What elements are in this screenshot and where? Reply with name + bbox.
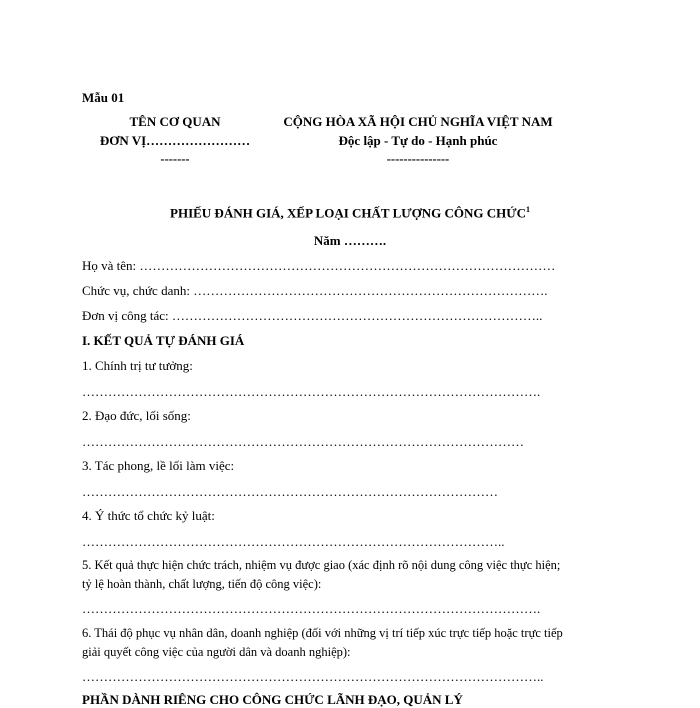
item-2-answer[interactable]: ………………………………………………………………………………………… (82, 434, 524, 449)
item-3-answer[interactable]: …………………………………………………………………………………… (82, 484, 498, 499)
item-6-label-cont: giải quyết công việc của người dân và doanh nghiệp): (82, 645, 351, 659)
left-divider: ------- (160, 152, 190, 166)
item-5-label-cont: tỷ lệ hoàn thành, chất lượng, tiến độ công việc): (82, 577, 322, 591)
item-5-answer[interactable]: ……………………………………………………………………………………………. (82, 601, 541, 616)
unit-name: ĐƠN VỊ…………………… (99, 133, 251, 148)
item-1-label: 1. Chính trị tư tưởng: (82, 358, 193, 373)
item-1-answer[interactable]: ……………………………………………………………………………………………. (82, 384, 541, 399)
item-6-label: 6. Thái độ phục vụ nhân dân, doanh nghiệp (đối với những vị trí tiếp xúc trực tiếp hoặc trực tiếp (82, 626, 563, 640)
item-5-label: 5. Kết quả thực hiện chức trách, nhiệm vụ được giao (xác định rõ nội dung công việc thực hiện; (82, 558, 561, 572)
document-title (50, 205, 650, 221)
field-name[interactable]: Họ và tên: …………………………………………………………………………………… (82, 258, 556, 273)
national-title: CỘNG HÒA XÃ HỘI CHỦ NGHĨA VIỆT NAM (283, 114, 553, 129)
field-unit[interactable]: Đơn vị công tác: ………………………………………………………………………….. (82, 308, 543, 323)
national-motto: Độc lập - Tự do - Hạnh phúc (338, 133, 498, 148)
right-divider: --------------- (386, 152, 450, 166)
leader-section-heading: PHẦN DÀNH RIÊNG CHO CÔNG CHỨC LÃNH ĐẠO, QUẢN LÝ (82, 692, 463, 707)
form-code: Mẫu 01 (82, 90, 125, 105)
agency-name: TÊN CƠ QUAN (129, 114, 221, 129)
item-2-label: 2. Đạo đức, lối sống: (82, 408, 191, 423)
section-1-heading: I. KẾT QUẢ TỰ ĐÁNH GIÁ (82, 333, 245, 348)
title-text: PHIẾU ĐÁNH GIÁ, XẾP LOẠI CHẤT LƯỢNG CÔNG CHỨC (170, 205, 526, 221)
title-footnote: 1 (525, 205, 530, 214)
item-4-answer[interactable]: …………………………………………………………………………………….. (82, 534, 505, 549)
year-line: Năm ………. (313, 233, 387, 248)
item-3-label: 3. Tác phong, lề lối làm việc: (82, 458, 235, 473)
field-position[interactable]: Chức vụ, chức danh: ………………………………………………………………………. (82, 283, 548, 298)
item-6-answer[interactable]: …………………………………………………………………………………………….. (82, 669, 544, 684)
item-4-label: 4. Ý thức tổ chức kỷ luật: (82, 508, 215, 523)
